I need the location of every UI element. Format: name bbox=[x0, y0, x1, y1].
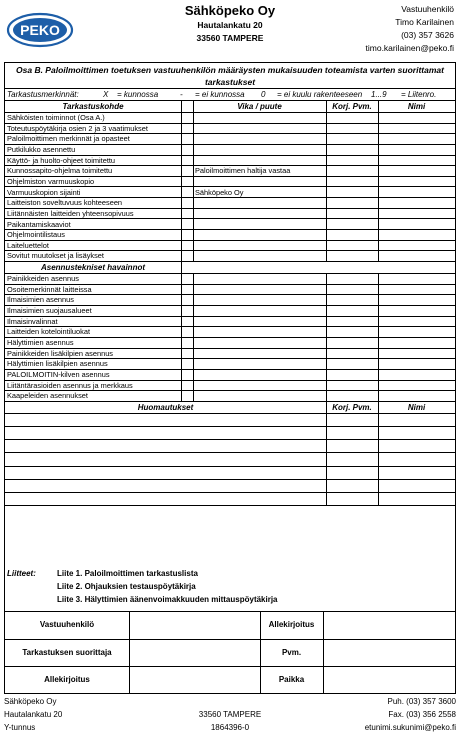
footer-email[interactable]: etunimi.sukunimi@peko.fi bbox=[364, 723, 456, 732]
contact-email[interactable]: timo.karilainen@peko.fi bbox=[365, 43, 454, 53]
row-defect[interactable]: Paloilmoittimen haltija vastaa bbox=[195, 166, 291, 176]
legend-dash: - bbox=[180, 90, 183, 99]
footer-address: Hautalankatu 20 bbox=[4, 710, 63, 719]
table-row bbox=[5, 359, 455, 370]
section-2-title: Asennustekniset havainnot bbox=[40, 263, 146, 273]
company-name: Sähköpeko Oy bbox=[184, 3, 276, 18]
attachment-1: Liite 1. Paloilmoittimen tarkastuslista bbox=[57, 569, 198, 578]
sig-suorittaja-label: Tarkastuksen suorittaja bbox=[22, 648, 112, 657]
sig-paikka-label: Paikka bbox=[278, 675, 305, 684]
attachment-3: Liite 3. Hälyttimien äänenvoimakkuuden mittauspöytäkirja bbox=[57, 595, 278, 604]
row-label: Toteutuspöytäkirja osien 2 ja 3 vaatimukset bbox=[7, 123, 148, 133]
col-vika: Vika / puute bbox=[237, 102, 282, 111]
row-label: Painikkeiden lisäkilpien asennus bbox=[7, 348, 113, 358]
footer-name: Sähköpeko Oy bbox=[4, 697, 57, 706]
row-label: Osoitemerkinnät laitteissa bbox=[7, 284, 92, 294]
table-row bbox=[5, 198, 455, 209]
legend-x: X bbox=[103, 90, 109, 99]
table-row bbox=[5, 177, 455, 188]
table-row bbox=[5, 370, 455, 381]
table-row bbox=[5, 381, 455, 392]
notes-col-nimi: Nimi bbox=[407, 402, 426, 412]
row-label: Ohjelmiston varmuuskopio bbox=[7, 176, 95, 186]
legend-zero-desc: = ei kuulu rakenteeseen bbox=[277, 90, 363, 99]
company-header bbox=[150, 3, 310, 45]
row-defect[interactable]: Sähköpeko Oy bbox=[195, 187, 244, 197]
sig-pvm-label: Pvm. bbox=[281, 648, 302, 657]
table-row bbox=[5, 188, 455, 199]
notes-header bbox=[5, 402, 455, 414]
table-row bbox=[5, 241, 455, 252]
legend-row bbox=[5, 89, 455, 101]
table-row bbox=[5, 391, 455, 402]
sig-allekirjoitus-label: Allekirjoitus bbox=[268, 620, 315, 629]
row-label: Hälyttimien lisäkilpien asennus bbox=[7, 359, 108, 369]
notes-row[interactable] bbox=[5, 440, 455, 453]
row-label: Laitteiston soveltuvuus kohteeseen bbox=[7, 198, 123, 208]
row-label: Laitteiden kotelointiluokat bbox=[7, 327, 90, 337]
attachments-label: Liitteet: bbox=[7, 569, 36, 578]
table-row bbox=[5, 295, 455, 306]
sig-allekirjoitus2-label: Allekirjoitus bbox=[44, 675, 90, 684]
notes-row[interactable] bbox=[5, 493, 455, 506]
table-row bbox=[5, 317, 455, 328]
row-label: Putkilukko asennettu bbox=[7, 144, 76, 154]
row-label: Laiteluettelot bbox=[7, 240, 49, 250]
attachment-2: Liite 2. Ohjauksien testauspöytäkirja bbox=[57, 582, 196, 591]
notes-row[interactable] bbox=[5, 427, 455, 440]
row-label: Ilmaisimien asennus bbox=[7, 295, 74, 305]
row-label: Hälyttimien asennus bbox=[7, 338, 74, 347]
row-label: Kaapeleiden asennukset bbox=[7, 391, 88, 401]
legend-zero: 0 bbox=[261, 90, 266, 99]
legend-x-desc: = kunnossa bbox=[117, 90, 159, 99]
legend-num-desc: = Liitenro. bbox=[401, 90, 437, 99]
col-nimi: Nimi bbox=[407, 102, 426, 111]
contact-block bbox=[314, 3, 454, 55]
table-row bbox=[5, 145, 455, 156]
table-row bbox=[5, 349, 455, 360]
table-row bbox=[5, 113, 455, 124]
table-row bbox=[5, 209, 455, 220]
notes-col-pvm: Korj. Pvm. bbox=[332, 402, 372, 412]
table-row bbox=[5, 134, 455, 145]
sig-vastuuhenkilo-label: Vastuuhenkilö bbox=[39, 620, 95, 629]
row-label: Varmuuskopion sijainti bbox=[7, 187, 81, 197]
columns-header bbox=[5, 101, 455, 113]
table-row bbox=[5, 285, 455, 296]
notes-row[interactable] bbox=[5, 480, 455, 493]
footer-ytunnus: 1864396-0 bbox=[210, 723, 250, 732]
row-label: Painikkeiden asennus bbox=[7, 274, 79, 284]
contact-role: Vastuuhenkilö bbox=[401, 4, 454, 14]
table-row bbox=[5, 338, 455, 349]
inspection-form bbox=[4, 62, 456, 612]
notes-row[interactable] bbox=[5, 454, 455, 467]
row-label: Ilmaisinvalinnat bbox=[7, 316, 58, 326]
footer-phone: Puh. (03) 357 3600 bbox=[387, 697, 456, 706]
row-label: Liitännäisten laitteiden yhteensopivuus bbox=[7, 208, 134, 218]
section-2-header bbox=[5, 262, 455, 274]
table-row bbox=[5, 156, 455, 167]
row-label: Ohjelmointilistaus bbox=[7, 230, 65, 240]
legend-dash-desc: = ei kunnossa bbox=[195, 90, 245, 99]
row-label: PALOILMOITIN-kilven asennus bbox=[7, 369, 110, 379]
footer-ytunnus-label: Y-tunnus bbox=[4, 723, 36, 732]
col-kohde: Tarkastuskohde bbox=[62, 102, 124, 111]
row-label: Käyttö- ja huolto-ohjeet toimitettu bbox=[7, 155, 116, 165]
form-title: Osa B. Paloilmoittimen toetuksen vastuuhenkilön määräysten mukaisuuden toteamista varten suorittamat tarkastukset bbox=[5, 63, 455, 89]
notes-row[interactable] bbox=[5, 414, 455, 427]
company-postal: 33560 TAMPERE bbox=[196, 33, 264, 43]
table-row bbox=[5, 220, 455, 231]
contact-phone: (03) 357 3626 bbox=[401, 30, 454, 40]
footer-fax: Fax. (03) 356 2558 bbox=[388, 710, 456, 719]
row-label: Paikantamiskaaviot bbox=[7, 219, 71, 229]
peko-logo bbox=[6, 8, 74, 52]
legend-num: 1...9 bbox=[371, 90, 387, 99]
row-label: Kunnossapito-ohjelma toimitettu bbox=[7, 166, 113, 176]
table-row bbox=[5, 166, 455, 177]
table-row bbox=[5, 306, 455, 317]
company-address: Hautalankatu 20 bbox=[197, 20, 263, 30]
footer-postal: 33560 TAMPERE bbox=[198, 710, 262, 719]
notes-title: Huomautukset bbox=[137, 402, 194, 412]
row-label: Paloilmoittimen merkinnät ja opasteet bbox=[7, 134, 130, 144]
table-row bbox=[5, 251, 455, 262]
table-row bbox=[5, 274, 455, 285]
table-row bbox=[5, 327, 455, 338]
legend-label: Tarkastusmerkinnät: bbox=[7, 90, 79, 99]
row-label: Sovitut muutokset ja lisäykset bbox=[7, 251, 104, 261]
table-row bbox=[5, 230, 455, 241]
table-row bbox=[5, 124, 455, 135]
col-pvm: Korj. Pvm. bbox=[332, 102, 372, 111]
row-label: Ilmaisimien suojausalueet bbox=[7, 306, 92, 316]
logo-text: PEKO bbox=[20, 22, 60, 38]
contact-person: Timo Karilainen bbox=[395, 17, 454, 27]
row-label: Liitäntärasioiden asennus ja merkkaus bbox=[7, 380, 133, 390]
notes-row[interactable] bbox=[5, 467, 455, 480]
signature-table bbox=[4, 612, 456, 694]
row-label: Sähköisten toiminnot (Osa A.) bbox=[7, 113, 105, 122]
